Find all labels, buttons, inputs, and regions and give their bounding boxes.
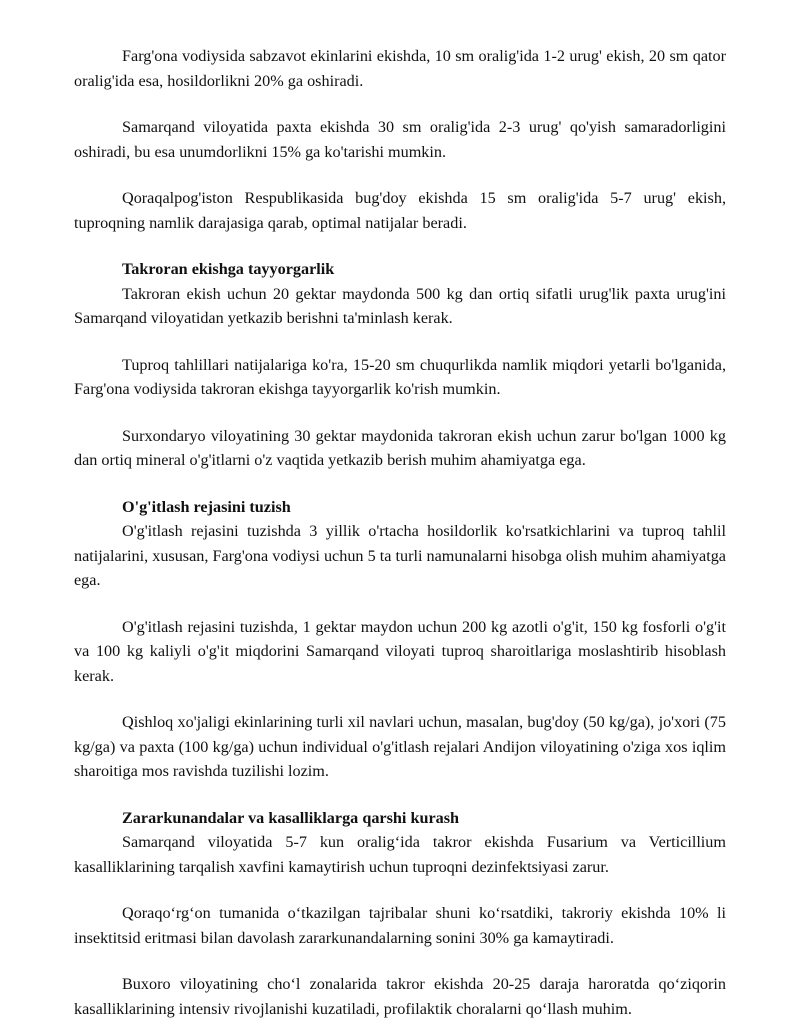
paragraph: Qoraqo‘rg‘on tumanida o‘tkazilgan tajribalar shuni ko‘rsatdiki, takroriy ekishda 10% li insektitsid eritmasi bilan davolash zararkunandalarning sonini 30% ga kamaytiradi. — [74, 904, 726, 947]
paragraph: O'g'itlash rejasini tuzishda 3 yillik o'rtacha hosildorlik ko'rsatkichlarini va tuproq tahlil natijalarini, xususan, Farg'ona vodiysi uchun 5 ta turli namunalarni hisobga olish muhim ahamiyatga ega. — [74, 522, 726, 589]
section-heading: Takroran ekishga tayyorgarlik — [122, 260, 335, 278]
paragraph: O'g'itlash rejasini tuzishda, 1 gektar maydon uchun 200 kg azotli o'g'it, 150 kg fosforli o'g'it va 100 kg kaliyli o'g'it miqdorini Samarqand viloyati tuproq sharoitlariga moslashtirib hisoblash kerak. — [74, 617, 726, 685]
paragraph: Samarqand viloyatida paxta ekishda 30 sm oralig'ida 2-3 urug' qo'yish samaradorligini oshiradi, bu esa unumdorlikni 15% ga ko'tarishi mumkin. — [74, 118, 726, 161]
paragraph: Qoraqalpog'iston Respublikasida bug'doy ekishda 15 sm oralig'ida 5-7 urug' ekish, tuproqning namlik darajasiga qarab, optimal natijalar beradi. — [74, 189, 726, 232]
paragraph: Takroran ekish uchun 20 gektar maydonda 500 kg dan ortiq sifatli urug'lik paxta urug'ini Samarqand viloyatidan yetkazib berishni ta'minlash kerak. — [74, 284, 726, 327]
paragraph: Tuproq tahlillari natijalariga ko'ra, 15-20 sm chuqurlikda namlik miqdori yetarli bo'lganida, Farg'ona vodiysida takroran ekishga tayyorgarlik ko'rish mumkin. — [74, 355, 726, 398]
section-heading: O'g'itlash rejasini tuzish — [122, 497, 291, 516]
paragraph: Surxondaryo viloyatining 30 gektar maydonida takroran ekish uchun zarur bo'lgan 1000 kg dan ortiq mineral o'g'itlarni o'z vaqtida yetkazib berish muhim ahamiyatga ega. — [74, 426, 726, 469]
section-heading: Zararkunandalar va kasalliklarga qarshi kurash — [122, 808, 460, 827]
paragraph: Qishloq xo'jaligi ekinlarining turli xil navlari uchun, masalan, bug'doy (50 kg/ga), jo'xori (75 kg/ga) va paxta (100 kg/ga) uchun individual o'g'itlash rejalari Andijon viloyatining o'ziga xos iqlim sharoitiga mos ravishda tuzilishi lozim. — [74, 713, 726, 780]
paragraph: Samarqand viloyatida 5-7 kun oralig‘ida takror ekishda Fusarium va Verticillium kasalliklarining tarqalish xavfini kamaytirish uchun tuproqni dezinfektsiyasi zarur. — [74, 833, 726, 876]
paragraph: Farg'ona vodiysida sabzavot ekinlarini ekishda, 10 sm oralig'ida 1-2 urug' ekish, 20 sm qator oralig'ida esa, hosildorlikni 20% ga oshiradi. — [74, 47, 726, 90]
paragraph: Buxoro viloyatining cho‘l zonalarida takror ekishda 20-25 daraja haroratda qo‘ziqorin kasalliklarining intensiv rivojlanishi kuzatiladi, profilaktik choralarni qo‘llash muhim. — [74, 975, 726, 1018]
